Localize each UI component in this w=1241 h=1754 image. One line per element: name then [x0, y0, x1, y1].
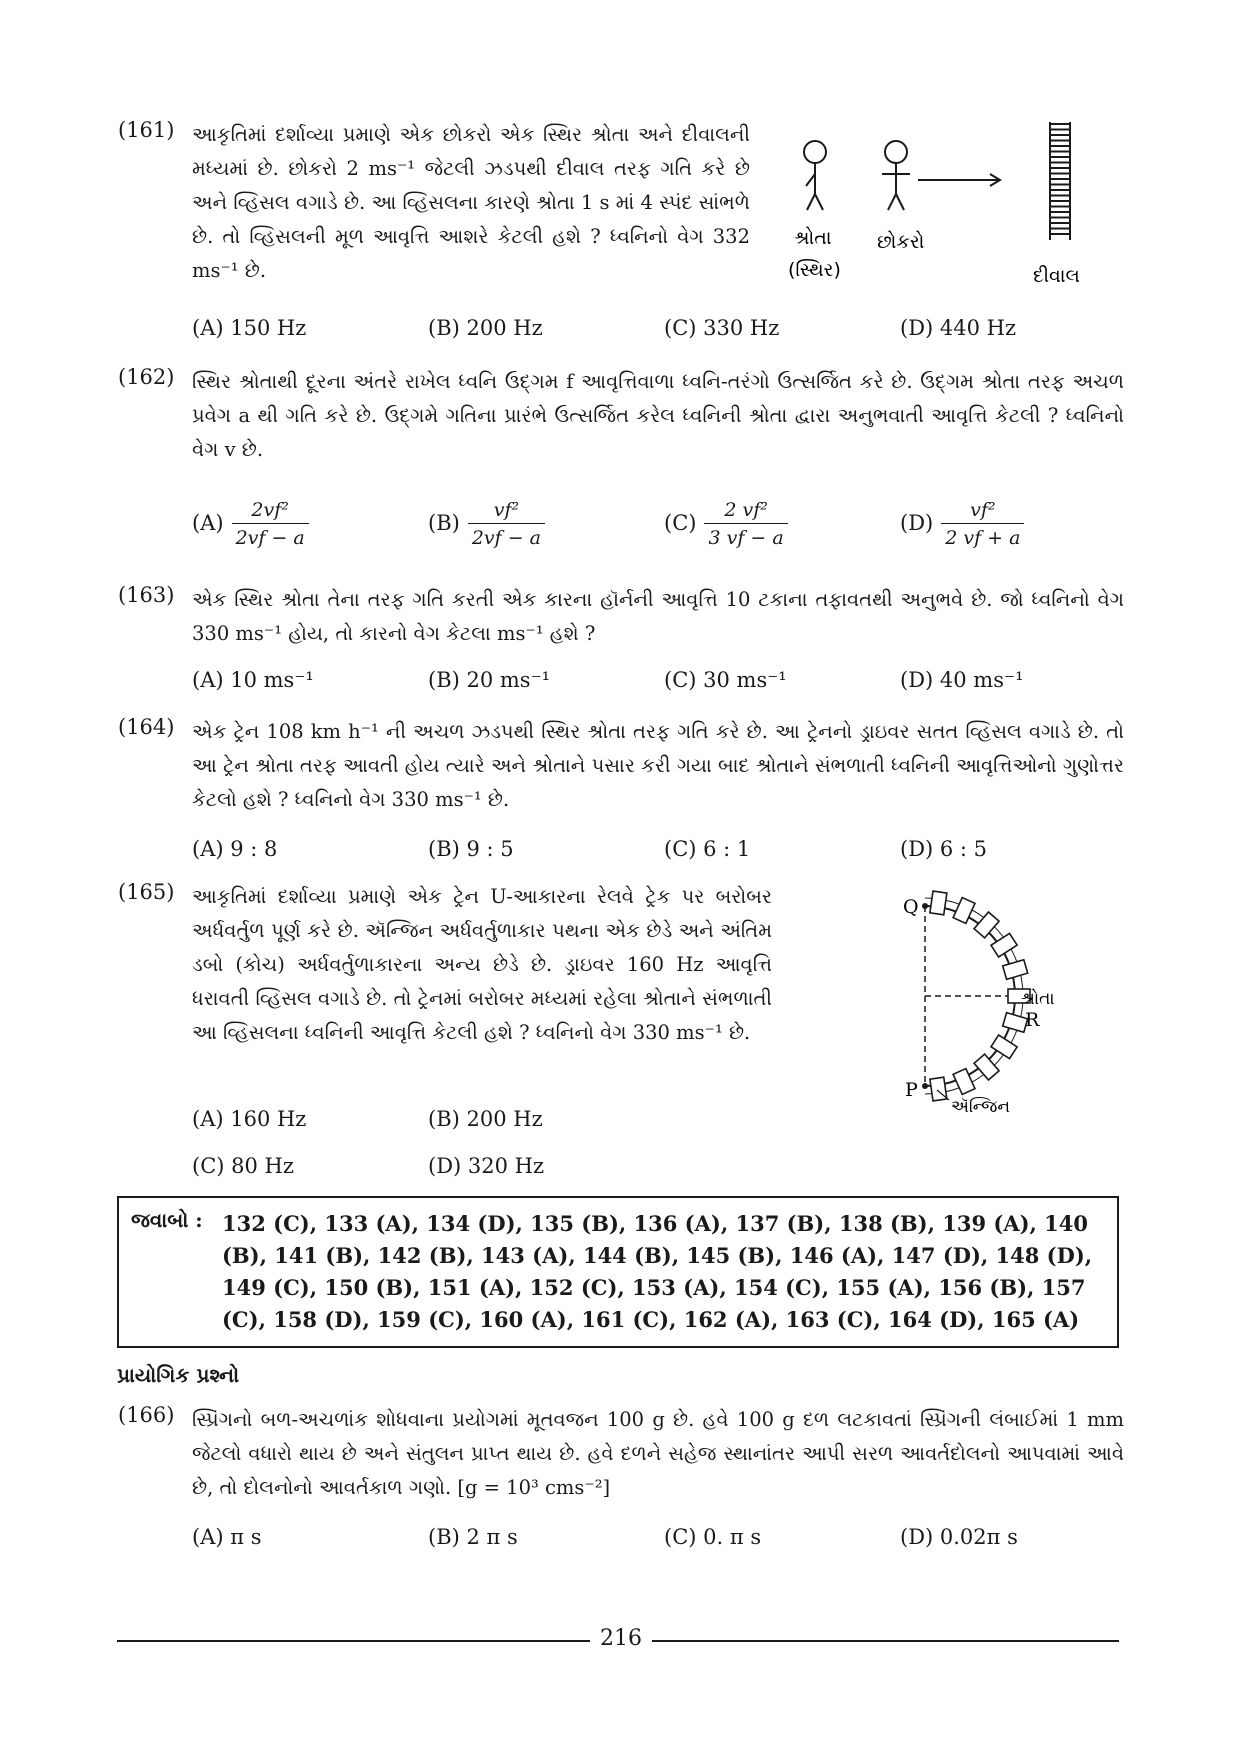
train-coach — [930, 1077, 947, 1101]
option-d[interactable]: (D) 40 ms⁻¹ — [900, 668, 1024, 692]
wall-label: દીવાલ — [1033, 265, 1080, 287]
listener-boy-wall-figure — [778, 114, 1108, 299]
listener-label: શ્રોતા — [1021, 989, 1055, 1009]
option-a[interactable]: (A) 160 Hz — [192, 1107, 307, 1131]
numerator: 2vf² — [232, 497, 309, 524]
option-d[interactable]: (D) $\frac{\text{vf²}}{2 vf + a}$ — [900, 497, 1024, 552]
boy-label: છોકરો — [877, 231, 925, 253]
option-c[interactable]: (C) 30 ms⁻¹ — [664, 668, 787, 692]
option-c[interactable]: (C) 0. π s — [664, 1525, 762, 1549]
question-text: એક ટ્રેન 108 km h⁻¹ ની અચળ ઝડપથી સ્થિર શ્રોતા તરફ ગતિ કરે છે. આ ટ્રેનનો ડ્રાઇવર સતત વ્હિસલ વગાડે છે. તો આ ટ્રેન શ્રોતા તરફ આવતી હોય ત્યારે અને શ્રોતાને પસાર કરી ગયા બાદ શ્રોતાને સંભળાતી ધ્વનિની આવૃત્તિઓનો ગુણોત્તર કેટલો હશે ? ધ્વનિનો વેગ 330 ms⁻¹ છે. — [192, 720, 1124, 811]
question-164 — [118, 715, 1128, 870]
listener-label: શ્રોતા — [794, 227, 832, 249]
question-number: (166) — [118, 1403, 175, 1427]
denominator: 2 vf + a — [945, 527, 1021, 549]
option-a[interactable]: (A) $\frac{\text{2vf²}}{2vf - a}$ — [192, 497, 309, 552]
train-coach — [1003, 1013, 1028, 1033]
question-163 — [118, 583, 1128, 703]
section-title: પ્રાયોગિક પ્રશ્નો — [117, 1363, 240, 1387]
option-d[interactable]: (D) 320 Hz — [428, 1154, 545, 1178]
question-text: સ્પ્રિંગનો બળ-અચળાંક શોધવાના પ્રયોગમાં મૂતવજન 100 g છે. હવે 100 g દળ લટકાવતાં સ્પ્રિંગની લંબાઈમાં 1 mm જેટલો વધારો થાય છે અને સંતુલન પ્રાપ્ત થાય છે. હવે દળને સહેજ સ્થાનાંતર આપી સરળ આવર્તદોલનો આપવામાં આવે છે, તો દોલનોનો આવર્તકાળ ગણો. [g = 10³ cms⁻²] — [192, 1408, 1124, 1499]
option-a[interactable]: (A) π s — [192, 1525, 262, 1549]
page-number: 216 — [600, 1626, 642, 1651]
arrow-right-icon — [918, 174, 1000, 186]
answers-text: 132 (C), 133 (A), 134 (D), 135 (B), 136 (A), 137 (B), 138 (B), 139 (A), 140 (B), 141 (B), 142 (B), 143 (A), 144 (B), 145 (B), 146 (A), 147 (D), 148 (D), 149 (C), 150 (B), 151 (A), 152 (C), 153 (A), 154 (C), 155 (A), 156 (B), 157 (C), 158 (D), 159 (C), 160 (A), 161 (C), 162 (A), 163 (C), 164 (D), 165 (A) — [222, 1211, 1093, 1332]
question-number: (165) — [118, 880, 175, 904]
question-number: (163) — [118, 583, 175, 607]
question-162 — [118, 365, 1128, 565]
option-a[interactable]: (A) 9 : 8 — [192, 837, 278, 861]
listener-sub-label: (સ્થિર) — [788, 259, 841, 281]
listener-figure — [804, 141, 826, 210]
denominator: 2vf − a — [471, 527, 542, 549]
option-c[interactable]: (C) 6 : 1 — [664, 837, 751, 861]
train-coach — [1003, 960, 1028, 980]
question-text: આકૃતિમાં દર્શાવ્યા પ્રમાણે એક છોકરો એક સ્થિર શ્રોતા અને દીવાલની મધ્યમાં છે. છોકરો 2 ms⁻¹ જેટલી ઝડપથી દીવાલ તરફ ગતિ કરે છે અને વ્હિસલ વગાડે છે. આ વ્હિસલના કારણે શ્રોતા 1 s માં 4 સ્પંદ સાંભળે છે. તો વ્હિસલની મૂળ આવૃત્તિ આશરે કેટલી હશે ? ધ્વનિનો વેગ 332 ms⁻¹ છે. — [192, 123, 750, 282]
semicircle-track-figure — [873, 890, 1103, 1115]
point-q-label: Q — [903, 896, 919, 918]
answers-label: જવાબો : — [131, 1208, 203, 1232]
option-c[interactable]: (C) $\frac{\text{2 vf²}}{3 vf - a}$ — [664, 497, 788, 552]
denominator: 3 vf − a — [708, 527, 784, 549]
question-text: એક સ્થિર શ્રોતા તેના તરફ ગતિ કરતી એક કારના હૉર્નની આવૃત્તિ 10 ટકાના તફાવતથી અનુભવે છે. જો ધ્વનિનો વેગ 330 ms⁻¹ હોય, તો કારનો વેગ કેટલા ms⁻¹ હશે ? — [192, 588, 1124, 645]
numerator: vf² — [941, 497, 1024, 524]
option-a[interactable]: (A) 10 ms⁻¹ — [192, 668, 314, 692]
option-d[interactable]: (D) 6 : 5 — [900, 837, 988, 861]
point-r-label: R — [1025, 1009, 1040, 1031]
point-p-label: P — [905, 1079, 918, 1101]
train-coach — [974, 1054, 999, 1080]
footer-rule-right — [652, 1640, 1119, 1642]
option-d[interactable]: (D) 440 Hz — [900, 316, 1017, 340]
question-text: આકૃતિમાં દર્શાવ્યા પ્રમાણે એક ટ્રેન U-આકારના રેલવે ટ્રેક પર બરોબર અર્ધવર્તુળ પૂર્ણ કરે છે. ઍન્જિન અર્ધવર્તુળાકાર પથના એક છેડે અને અંતિમ ડબો (કોચ) અર્ધવર્તુળાકારના અન્ય છેડે છે. ડ્રાઇવર 160 Hz આવૃત્તિ ધરાવતી વ્હિસલ વગાડે છે. તો ટ્રેનમાં બરોબર મધ્યમાં રહેલા શ્રોતાને સંભળાતી આ વ્હિસલના ધ્વનિની આવૃત્તિ કેટલી હશે ? ધ્વનિનો વેગ 330 ms⁻¹ છે. — [192, 885, 772, 1044]
question-165 — [118, 880, 1128, 1185]
engine-label: ઍન્જિન — [951, 1097, 1011, 1115]
option-b[interactable]: (B) 9 : 5 — [428, 837, 514, 861]
denominator: 2vf − a — [235, 527, 305, 549]
answers-box — [117, 1196, 1119, 1348]
option-b[interactable]: (B) 200 Hz — [428, 316, 543, 340]
train-coach — [974, 912, 999, 938]
footer-rule-left — [117, 1640, 590, 1642]
option-b[interactable]: (B) 2 π s — [428, 1525, 518, 1549]
question-number: (161) — [118, 118, 175, 142]
option-b[interactable]: (B) $\frac{\text{vf²}}{2vf - a}$ — [428, 497, 545, 552]
option-c[interactable]: (C) 80 Hz — [192, 1154, 294, 1178]
option-b[interactable]: (B) 200 Hz — [428, 1107, 543, 1131]
option-d[interactable]: (D) 0.02π s — [900, 1525, 1018, 1549]
question-number: (162) — [118, 365, 175, 389]
question-161 — [118, 118, 1128, 338]
question-text: સ્થિર શ્રોતાથી દૂરના અંતરે રાખેલ ધ્વનિ ઉદ્ગમ f આવૃત્તિવાળા ધ્વનિ-તરંગો ઉત્સર્જિત કરે છે. ઉદ્ગમ શ્રોતા તરફ અચળ પ્રવેગ a થી ગતિ કરે છે. ઉદ્ગમે ગતિના પ્રારંભે ઉત્સર્જિત કરેલ ધ્વનિની શ્રોતા દ્વારા અનુભવાતી આવૃત્તિ કેટલી ? ધ્વનિનો વેગ v છે. — [192, 370, 1124, 461]
numerator: vf² — [468, 497, 545, 524]
question-166 — [118, 1403, 1128, 1563]
option-b[interactable]: (B) 20 ms⁻¹ — [428, 668, 551, 692]
numerator: 2 vf² — [704, 497, 787, 524]
train-coach — [930, 891, 947, 915]
option-a[interactable]: (A) 150 Hz — [192, 316, 307, 340]
wall-figure — [1050, 122, 1070, 240]
question-number: (164) — [118, 715, 175, 739]
boy-figure — [882, 141, 910, 210]
option-c[interactable]: (C) 330 Hz — [664, 316, 780, 340]
